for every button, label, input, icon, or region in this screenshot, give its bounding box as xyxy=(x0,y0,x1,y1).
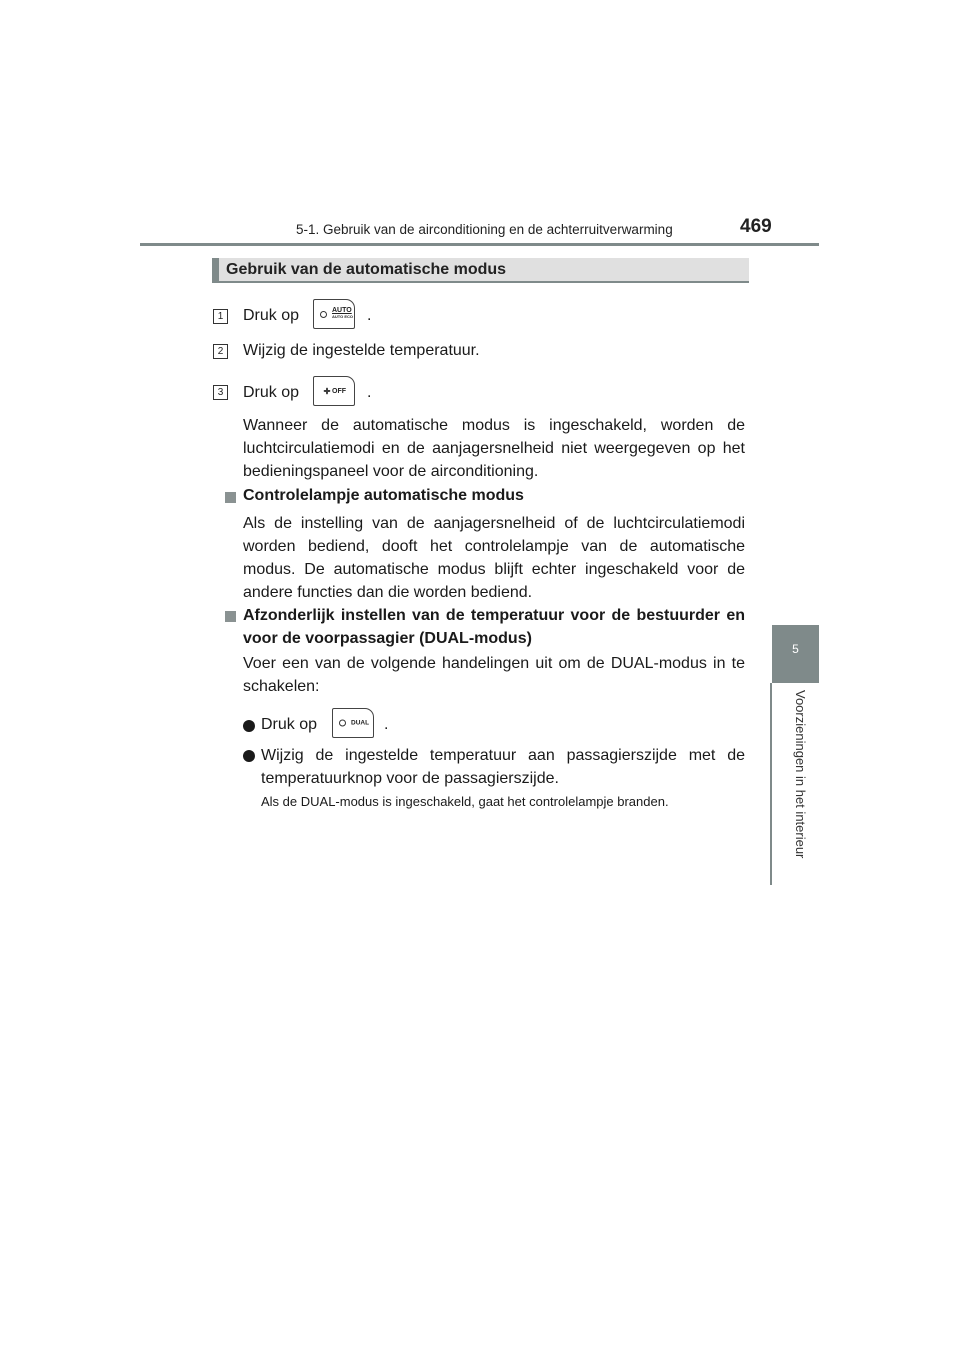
step-1-period: . xyxy=(367,307,372,324)
fan-off-button-icon xyxy=(313,376,355,406)
subsection-1-body: Als de instelling van de aanjagersnelheid of de luchtcirculatiemodi worden bediend, dooft het controlelampje van de automatische modus. De automatische modus blijft echter ingeschakeld voor de andere functies dan die worden bediend. xyxy=(243,515,745,601)
step-3-period: . xyxy=(367,384,372,401)
dual-button-label: DUAL xyxy=(351,719,370,727)
square-bullet-icon xyxy=(225,492,236,503)
off-button-label: OFF xyxy=(332,387,346,395)
bullet-2-text: Wijzig de ingestelde temperatuur aan passagierszijde met de temperatuurknop voor de passagierszijde. xyxy=(261,747,745,787)
section-heading-bar xyxy=(212,258,219,283)
step-number-3: 3 xyxy=(213,385,228,400)
bullet-1-period: . xyxy=(384,716,389,733)
step-3-note: Wanneer de automatische modus is ingeschakeld, worden de luchtcirculatiemodi en de aanjagersnelheid niet weergegeven op het bedieningspaneel voor de airconditioning. xyxy=(243,417,745,480)
chapter-tab-rule xyxy=(770,683,772,885)
step-3-text: Druk op xyxy=(243,384,300,401)
header-divider xyxy=(140,243,819,246)
bullet-1-text: Druk op xyxy=(261,716,318,733)
square-bullet-icon xyxy=(225,611,236,622)
fan-icon xyxy=(323,387,331,395)
subsection-2-body: Voer een van de volgende handelingen uit om de DUAL-modus in te schakelen: xyxy=(243,655,745,695)
indicator-circle-icon xyxy=(320,311,327,318)
dual-mode-note: Als de DUAL-modus is ingeschakeld, gaat het controlelampje branden. xyxy=(261,794,669,809)
step-1-text: Druk op xyxy=(243,307,300,324)
chapter-number: 5 xyxy=(792,642,799,656)
indicator-circle-icon xyxy=(339,720,346,727)
running-header-title: 5-1. Gebruik van de airconditioning en de achterruitverwarming xyxy=(296,222,673,237)
dual-button-icon xyxy=(332,708,374,738)
step-number-1: 1 xyxy=(213,309,228,324)
subsection-2-title: Afzonderlijk instellen van de temperatuur voor de bestuurder en voor de voorpassagier (DUAL-modus) xyxy=(243,607,745,647)
auto-button-icon xyxy=(313,299,355,329)
dot-bullet-icon xyxy=(243,750,255,762)
auto-button-sublabel: AUTO ECO xyxy=(332,314,354,319)
section-title: Gebruik van de automatische modus xyxy=(226,261,507,278)
chapter-title: Voorzieningen in het interieur xyxy=(793,690,808,859)
dot-bullet-icon xyxy=(243,720,255,732)
step-2-text: Wijzig de ingestelde temperatuur. xyxy=(243,342,480,359)
subsection-1-title: Controlelampje automatische modus xyxy=(243,487,524,504)
page-number: 469 xyxy=(740,216,772,237)
auto-button-label: AUTO xyxy=(332,307,352,314)
step-number-2: 2 xyxy=(213,344,228,359)
